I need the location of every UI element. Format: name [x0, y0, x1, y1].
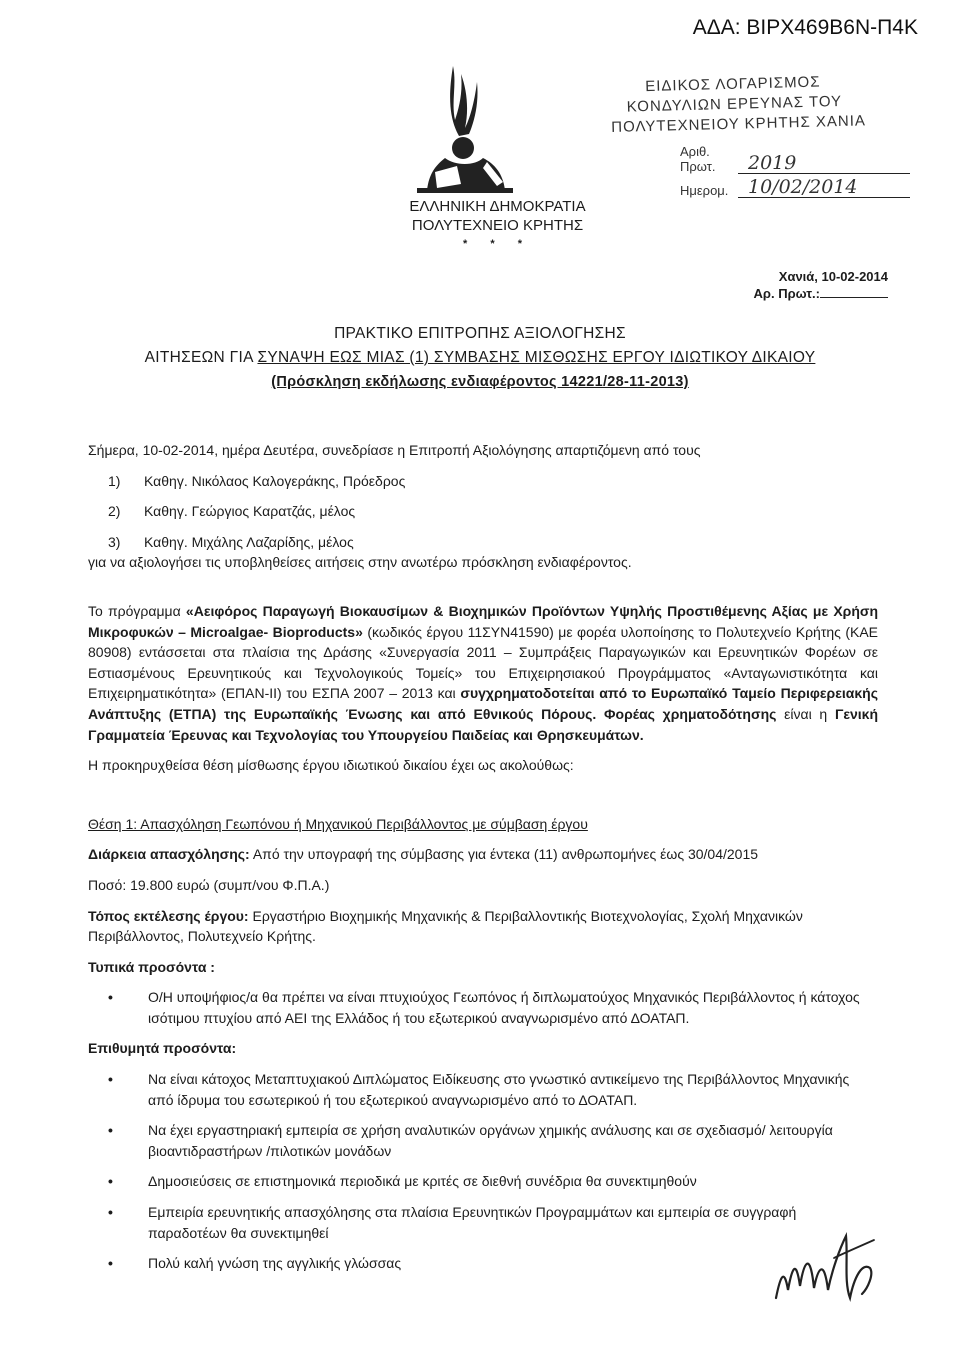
qualification-text: Δημοσιεύσεις σε επιστημονικά περιοδικά με κριτές σε διεθνή συνέδρια θα συνεκτιμηθούν [148, 1173, 697, 1190]
title-line-1: ΠΡΑΚΤΙΚΟ ΕΠΙΤΡΟΠΗΣ ΑΞΙΟΛΟΓΗΣΗΣ [334, 325, 626, 342]
desired-qualification-item [88, 1171, 878, 1192]
program-text [596, 706, 604, 722]
location-value: Εργαστήριο Βιοχημικής Μηχανικής & Περιβαλλοντικής Βιοτεχνολογίας, Σχολή Μηχανικών Περιβάλλοντος, Πολυτεχνείο Κρήτης. [88, 907, 803, 945]
desired-qualification-item [88, 1120, 878, 1161]
stamp-protocol-fields [680, 144, 910, 198]
formal-qualification-item [88, 987, 878, 1028]
committee-member [88, 532, 878, 553]
member-name: Καθηγ. Μιχάλης Λαζαρίδης, μέλος [144, 533, 354, 550]
member-number: 3) [108, 533, 121, 550]
position-intro: Η προκηρυχθείσα θέση μίσθωσης έργου ιδιωτικού δικαίου έχει ως ακολούθως: [88, 757, 574, 774]
member-number: 1) [108, 472, 121, 489]
bullet-icon: • [108, 1071, 113, 1088]
program-title: «Αειφόρος Παραγωγή Βιοκαυσίμων & Βιοχημικών Προϊόντων Υψηλής Προστιθέμενης Αξίας με Χρήση Μικροφυκών – Microalgae- Bioproducts» [88, 602, 878, 640]
member-number: 2) [108, 503, 121, 520]
program-funder: Γενική Γραμματεία Έρευνας και Τεχνολογίας του Υπουργείου Παιδείας και Θρησκευμάτων. [88, 705, 879, 743]
bullet-icon: • [108, 1173, 113, 1190]
formal-label-text: Τυπικά προσόντα : [88, 958, 215, 975]
intro-paragraph: Σήμερα, 10-02-2014, ημέρα Δευτέρα, συνεδρίασε η Επιτροπή Αξιολόγησης απαρτιζόμενη από τους [88, 442, 701, 458]
header-stars: * * * [463, 238, 532, 250]
title-line-3: (Πρόσκληση εκδήλωσης ενδιαφέροντος 14221/28-11-2013) [271, 374, 689, 390]
committee-member [88, 501, 878, 522]
location-label: Τόπος εκτέλεσης έργου: [88, 907, 249, 924]
desired-qualifications-label [88, 1038, 878, 1059]
program-text: (κωδικός έργου 11ΣΥΝ41590) με φορέα υλοποίησης το Πολυτεχνείο Κρήτης (ΚΑΕ 80908) εντάσσεται στα πλαίσια της Δράσης «Συνεργασία 2011 – Συμπράξεις Παραγωγικών και Ερευνητικών Φορέων σε Εστιασμένους Ερευνητικούς και Τεχνολογικούς Τομείς» του Επιχειρησιακού Προγράμματος «Ανταγωνιστικότητα και Επιχειρηματικότητα» (ΕΠΑΝ-ΙΙ) του ΕΣΠΑ 2007 – 2013 και [88, 623, 879, 702]
gov-line: ΠΟΛΥΤΕΧΝΕΙΟ ΚΡΗΤΗΣ [411, 217, 584, 234]
place-date: Χανιά, 10-02-2014 [778, 269, 888, 284]
program-text: είναι η [776, 705, 835, 722]
location-line [88, 906, 878, 947]
stamp-protocol-label: Αριθ. Πρωτ. [680, 144, 716, 174]
ada-code: ΑΔΑ: ΒΙΡΧ469Β6Ν-Π4Κ [692, 16, 918, 39]
member-name: Καθηγ. Γεώργιος Καρατζάς, μέλος [144, 503, 356, 520]
desired-label-text: Επιθυμητά προσόντα: [88, 1040, 237, 1057]
document-body [88, 440, 878, 1274]
title-line-2-underlined: ΣΥΝΑΨΗ ΕΩΣ ΜΙΑΣ (1) ΣΥΜΒΑΣΗΣ ΜΙΣΘΩΣΗΣ ΕΡΓΟΥ ΙΔΙΩΤΙΚΟΥ ΔΙΚΑΙΟΥ [257, 349, 816, 366]
desired-qualification-item [88, 1069, 878, 1110]
amount-line: Ποσό: 19.800 ευρώ (συμπ/νου Φ.Π.Α.) [88, 876, 330, 893]
qualification-text: Πολύ καλή γνώση της αγγλικής γλώσσας [148, 1255, 402, 1272]
stamp-line: ΚΟΝΔΥΛΙΩΝ ΕΡΕΥΝΑΣ ΤΟΥ [626, 92, 843, 116]
qualification-text: Να έχει εργαστηριακή εμπειρία σε χρήση αναλυτικών οργάνων χημικής ανάλυσης και σε σχεδιασμό/ λειτουργία βιοαντιδραστήρων /πιλοτικών μονάδων [148, 1122, 833, 1159]
formal-qualifications-label [88, 957, 878, 978]
dateline [754, 268, 888, 302]
stamp-protocol-value: 2019 [738, 153, 910, 174]
bullet-icon: • [108, 1122, 113, 1139]
university-seal-logo [405, 62, 525, 194]
program-text: Το πρόγραμμα [88, 602, 186, 619]
stamp-date-value: 10/02/2014 [738, 177, 910, 198]
handwritten-signature [770, 1228, 890, 1312]
stamp-line: ΠΟΛΥΤΕΧΝΕΙΟΥ ΚΡΗΤΗΣ ΧΑΝΙΑ [611, 112, 867, 136]
protocol-blank [820, 285, 888, 298]
desired-qualification-item [88, 1253, 878, 1274]
stamp-line: ΕΙΔΙΚΟΣ ΛΟΓΑΡΙΣΜΟΣ [645, 73, 821, 96]
registry-stamp [610, 70, 911, 138]
committee-member [88, 471, 878, 492]
duration-line [88, 844, 878, 865]
program-paragraph [88, 601, 878, 745]
program-funding: συγχρηματοδοτείται από το Ευρωπαϊκό Ταμείο Περιφερειακής Ανάπτυξης (ΕΤΠΑ) της Ευρωπαϊκής Ένωσης και από Εθνικούς Πόρους. [88, 685, 879, 722]
purpose-paragraph: για να αξιολογήσει τις υποβληθείσες αιτήσεις στην ανωτέρω πρόσκληση ενδιαφέροντος. [88, 554, 632, 571]
qualification-text: Να είναι κάτοχος Μεταπτυχιακού Διπλώματος Ειδίκευσης στο γνωστικό αντικείμενο της Περιβάλλοντος Μηχανικής από ίδρυμα του εσωτερικού ή του εξωτερικού αναγνωρισμένο από το ΔΟΑΤΑΠ. [148, 1071, 850, 1108]
member-name: Καθηγ. Νικόλαος Καλογεράκης, Πρόεδρος [144, 472, 406, 489]
duration-value: Από την υπογραφή της σύμβασης για έντεκα (11) ανθρωπομήνες έως 30/04/2015 [249, 846, 759, 863]
qualification-text: Ο/Η υποψήφιος/α θα πρέπει να είναι πτυχιούχος Γεωπόνος ή διπλωματούχος Μηχανικός Περιβάλλοντος ή κάτοχος ισότιμου πτυχίου από ΑΕΙ της Ελλάδος ή του εξωτερικού αναγνωρισμένο από ΔΟΑΤΑΠ. [148, 989, 860, 1026]
bullet-icon: • [108, 1255, 113, 1272]
duration-label: Διάρκεια απασχόλησης: [88, 846, 250, 863]
government-header [385, 197, 610, 254]
gov-line: ΕΛΛΗΝΙΚΗ ΔΗΜΟΚΡΑΤΙΑ [409, 198, 586, 215]
program-funder-label: Φορέας χρηματοδότησης [604, 705, 777, 722]
document-title [0, 322, 960, 394]
stamp-date-label: Ημερομ. [680, 183, 729, 198]
protocol-label: Αρ. Πρωτ.: [753, 286, 820, 301]
bullet-icon: • [108, 989, 113, 1006]
desired-qualification-item [88, 1202, 878, 1243]
position-title: Θέση 1: Απασχόληση Γεωπόνου ή Μηχανικού Περιβάλλοντος με σύμβαση έργου [88, 815, 588, 832]
bullet-icon: • [108, 1204, 113, 1221]
title-line-2-plain: ΑΙΤΗΣΕΩΝ ΓΙΑ [144, 349, 258, 366]
qualification-text: Εμπειρία ερευνητικής απασχόλησης στα πλαίσια Ερευνητικών Προγραμμάτων και εμπειρία σε συγγραφή παραδοτέων θα συνεκτιμηθεί [148, 1204, 797, 1241]
